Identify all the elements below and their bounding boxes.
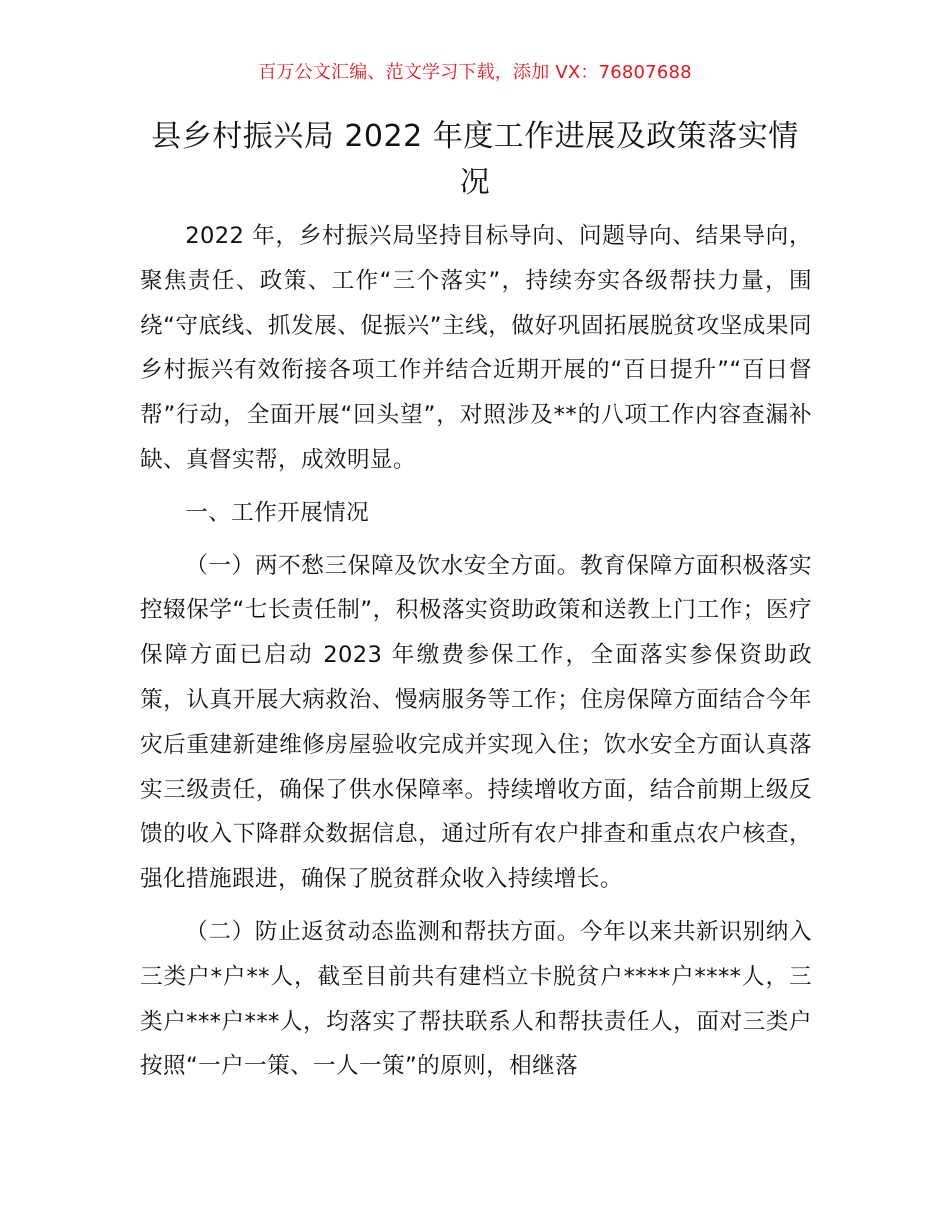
document-title: 县乡村振兴局 2022 年度工作进展及政策落实情况: [151, 119, 799, 200]
paragraph-section-1: （一）两不愁三保障及饮水安全方面。教育保障方面积极落实控辍保学“七长责任制”，积极落实资助政策和送教上门工作；医疗保障方面已启动 2023 年缴费参保工作，全面落实参保资助政策，认真开展大病救治、慢病服务等工作；住房保障方面结合今年灾后重建新建维修房屋验收完成并实现入住；饮水安全方面认真落实三级责任，确保了供水保障率。持续增收方面，结合前期上级反馈的收入下降群众数据信息，通过所有农户排查和重点农户核查，强化措施跟进，确保了脱贫群众收入持续增长。: [140, 552, 812, 893]
intro-paragraph: 2022 年，乡村振兴局坚持目标导向、问题导向、结果导向，聚焦责任、政策、工作“三个落实”，持续夯实各级帮扶力量，围绕“守底线、抓发展、促振兴”主线，做好巩固拓展脱贫攻坚成果同乡村振兴有效衔接各项工作并结合近期开展的“百日提升”“百日督帮”行动，全面开展“回头望”，对照涉及**的八项工作内容查漏补缺、真督实帮，成效明显。: [140, 223, 812, 473]
section-heading: 一、工作开展情况: [185, 499, 370, 526]
document-body: [140, 214, 812, 1089]
header-banner: 百万公文汇编、范文学习下载，添加 VX：76807688: [258, 62, 692, 83]
paragraph-section-2: （二）防止返贫动态监测和帮扶方面。今年以来共新识别纳入三类户*户**人，截至目前共有建档立卡脱贫户****户****人，三类户***户***人，均落实了帮扶联系人和帮扶责任人，面对三类户按照“一户一策、一人一策”的原则，相继落: [140, 918, 812, 1080]
